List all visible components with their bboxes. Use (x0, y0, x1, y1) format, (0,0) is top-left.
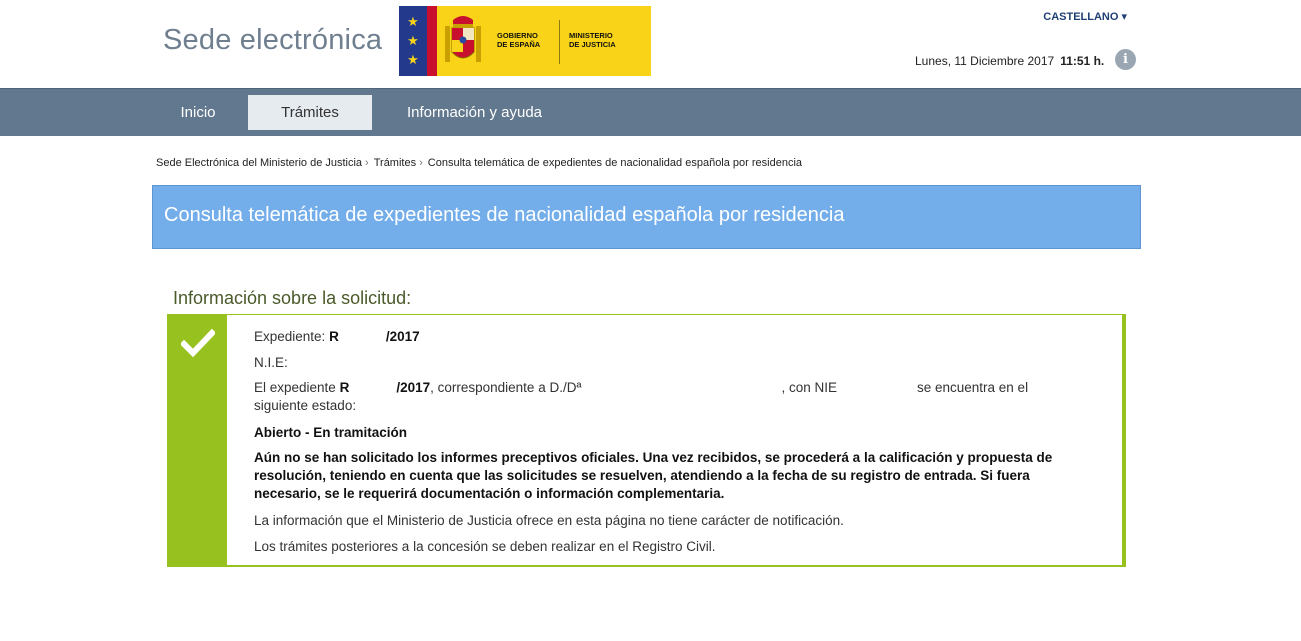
sentence-text: , correspondiente a D./Dª (430, 380, 582, 395)
government-logo[interactable] (399, 6, 651, 76)
current-date: Lunes, 11 Diciembre 2017 (915, 54, 1055, 68)
site-title[interactable]: Sede electrónica (163, 24, 383, 56)
breadcrumb-item-current: Consulta telemática de expedientes de nacionalidad española por residencia (427, 157, 803, 169)
nie-label: N.I.E: (254, 355, 288, 370)
status-detail: Aún no se han solicitado los informes preceptivos oficiales. Una vez recibidos, se procederá a la calificación y propuesta de resolución, teniendo en cuenta que las solicitudes se resuelven, atendiendo a la fecha de su registro de entrada. Si fuera necesario, se le requerirá documentación o información complementaria. (254, 450, 1053, 501)
page-header (0, 0, 1301, 88)
sentence-exp-suffix: /2017 (396, 380, 431, 395)
expediente-label: Expediente: (254, 329, 326, 344)
stars-icon: ★ ★ ★ (407, 14, 419, 67)
status-panel (167, 314, 1126, 567)
logo-divider (559, 20, 560, 64)
notice-notification: La información que el Ministerio de Justicia ofrece en esta página no tiene carácter de notificación. (254, 513, 844, 528)
sentence-continuation: siguiente estado: (254, 398, 357, 413)
breadcrumb-item-tramites[interactable]: Trámites (373, 157, 417, 169)
gov-text: GOBIERNO DE ESPAÑA (497, 31, 541, 49)
expediente-row (254, 329, 420, 344)
ministry-text: MINISTERIO DE JUSTICIA (569, 31, 616, 49)
current-time: 11:51 h. (1060, 54, 1105, 68)
nav-item-informacion-ayuda[interactable]: Información y ayuda (406, 104, 543, 121)
breadcrumb-separator: › (419, 157, 423, 169)
flag-red-strip (427, 6, 437, 76)
nav-item-inicio[interactable]: Inicio (180, 104, 216, 121)
sentence-exp-prefix: R (339, 380, 350, 395)
expediente-suffix: /2017 (385, 329, 420, 344)
language-selector[interactable]: CASTELLANO ▾ (1043, 11, 1127, 23)
coat-of-arms-icon (441, 12, 485, 70)
date-time (915, 54, 1104, 68)
breadcrumb-separator: › (365, 157, 369, 169)
info-icon[interactable]: i (1115, 49, 1136, 70)
sentence-text: El expediente (254, 380, 336, 395)
checkmark-icon (181, 328, 215, 358)
sentence-text: , con NIE (781, 380, 837, 395)
nav-item-tramites[interactable]: Trámites (248, 95, 372, 130)
status-indicator (168, 315, 227, 565)
section-title: Información sobre la solicitud: (173, 288, 412, 308)
notice-registro-civil: Los trámites posteriores a la concesión se deben realizar en el Registro Civil. (254, 539, 716, 554)
expediente-prefix: R (329, 329, 339, 344)
breadcrumb (156, 157, 802, 169)
title-banner (152, 185, 1141, 249)
status-state: Abierto - En tramitación (254, 425, 408, 440)
page-title: Consulta telemática de expedientes de nacionalidad española por residencia (164, 204, 845, 226)
main-nav (0, 88, 1301, 136)
sentence-text: se encuentra en el (916, 380, 1029, 395)
status-sentence (254, 380, 1028, 395)
breadcrumb-item-home[interactable]: Sede Electrónica del Ministerio de Justicia (156, 157, 363, 169)
